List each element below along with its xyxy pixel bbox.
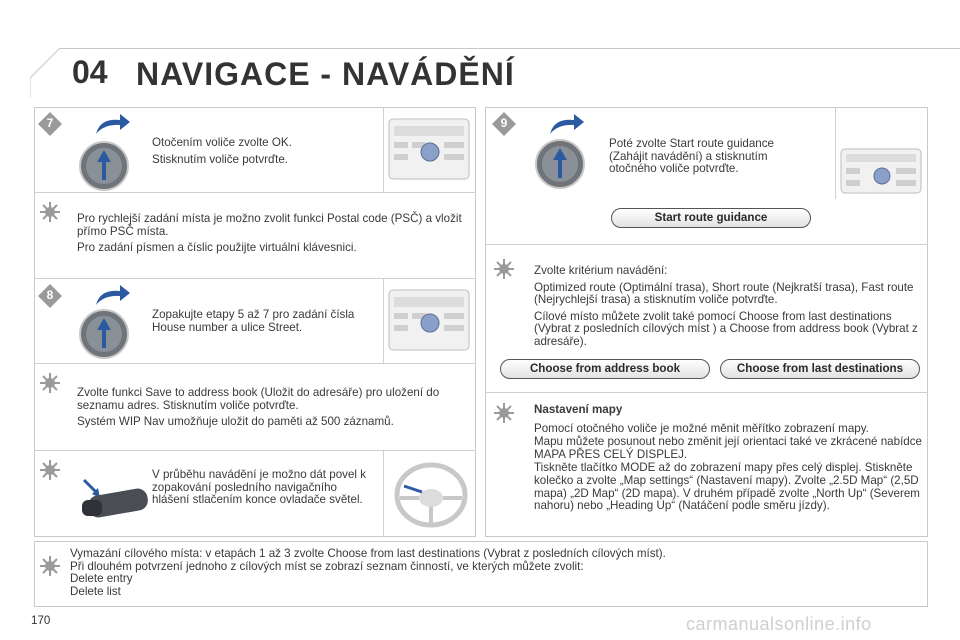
choose-from-last-destinations-button[interactable]: Choose from last destinations xyxy=(720,359,920,379)
step-9-number: 9 xyxy=(500,116,508,130)
step-9-badge xyxy=(491,111,517,137)
lightbulb-icon xyxy=(39,201,61,223)
step-8-text: Zopakujte etapy 5 až 7 pro zadání čísla House number a ulice Street. xyxy=(152,308,355,334)
right-divider-2 xyxy=(485,392,928,393)
radio-unit-icon xyxy=(840,148,922,194)
tip-5-p1: Pomocí otočného voliče je možné měnit měřítko zobrazení mapy. xyxy=(534,421,869,435)
bottom-line-3: Delete entry xyxy=(70,572,133,586)
radio-unit-icon xyxy=(388,289,470,351)
lightbulb-icon xyxy=(39,459,61,481)
rotary-knob-icon xyxy=(78,140,130,192)
left-divider-2 xyxy=(34,278,476,279)
rotary-knob-icon xyxy=(78,308,130,360)
header-rule xyxy=(60,48,960,49)
tip-4-text xyxy=(534,265,919,353)
step-7-line-2: Stisknutím voliče potvrďte. xyxy=(152,152,288,166)
steering-wheel-icon xyxy=(392,460,470,530)
tip-1-text xyxy=(77,213,469,259)
left-vdivider-1 xyxy=(383,107,384,192)
step-7-line-1: Otočením voliče zvolte OK. xyxy=(152,136,292,149)
radio-unit-icon xyxy=(388,118,470,180)
choose-from-address-book-button[interactable]: Choose from address book xyxy=(500,359,710,379)
tip-5-title: Nastavení mapy xyxy=(534,403,623,416)
lightbulb-icon xyxy=(493,258,515,280)
watermark: carmanualsonline.info xyxy=(686,614,872,634)
left-divider-4 xyxy=(34,450,476,451)
right-vdivider-1 xyxy=(835,107,836,199)
right-divider-1 xyxy=(485,244,928,245)
lightbulb-icon xyxy=(493,402,515,424)
left-vdivider-3 xyxy=(383,450,384,537)
tip-4-p1: Zvolte kritérium navádění: xyxy=(534,264,668,277)
left-divider-1 xyxy=(34,192,476,193)
start-route-guidance-button[interactable]: Start route guidance xyxy=(611,208,811,228)
tip-2-text xyxy=(77,387,472,433)
tip-4-p2: Optimized route (Optimální trasa), Short route (Nejkratší trasa), Fast route (Nejrychlejší trasa) a stisknutím voliče potvrďte. xyxy=(534,280,914,307)
bottom-line-2: Při dlouhém potvrzení jednoho z cílových míst se zobrazí seznam činností, ve kterých můžete zvolit: xyxy=(70,559,584,573)
tip-2-p2: Systém WIP Nav umožňuje uložit do paměti až 500 záznamů. xyxy=(77,415,394,429)
bottom-line-4: Delete list xyxy=(70,584,121,598)
chapter-title: NAVIGACE - NAVÁDĚNÍ xyxy=(136,56,515,92)
rotary-knob-icon xyxy=(534,138,586,190)
lightbulb-icon xyxy=(39,372,61,394)
page-number: 170 xyxy=(31,614,51,627)
tip-2-p1: Zvolte funkci Save to address book (Uložit do adresáře) pro uložení do seznamu adres. Stisknutím voliče potvrďte. xyxy=(77,386,440,412)
tip-5-text xyxy=(534,404,922,514)
lightbulb-icon xyxy=(39,555,61,577)
step-7-badge xyxy=(37,111,63,137)
step-8-badge xyxy=(37,283,63,309)
step-7-text xyxy=(152,137,377,170)
left-vdivider-2 xyxy=(383,278,384,363)
step-9-text: Poté zvolte Start route guidance (Zahájit navádění) a stisknutím otočného voliče potvrďte. xyxy=(609,137,774,176)
bottom-text xyxy=(70,548,920,598)
chapter-number: 04 xyxy=(72,54,108,90)
tip-4-p3: Cílové místo můžete zvolit také pomocí Choose from last destinations (Vybrat z posledních cílových míst ) a Choose from address book (Vybrat z adresáře). xyxy=(534,309,918,348)
bottom-line-1: Vymazání cílového místa: v etapách 1 až 3 zvolte Choose from last destinations (Vybrat z posledních cílových míst). xyxy=(70,547,666,560)
step-8-number: 8 xyxy=(46,288,54,302)
turn-arrow-icon xyxy=(92,283,132,307)
tip-1-p1: Pro rychlejší zadání místa je možno zvolit funkci Postal code (PSČ) a vložit přímo PSČ místa. xyxy=(77,212,462,238)
light-stalk-icon xyxy=(74,474,150,522)
step-7-number: 7 xyxy=(46,116,54,130)
turn-arrow-icon xyxy=(546,112,586,136)
turn-arrow-icon xyxy=(92,112,132,136)
tip-1-p2: Pro zadání písmen a číslic použijte virtuální klávesnici. xyxy=(77,241,357,255)
left-divider-3 xyxy=(34,363,476,364)
tip-3-text: V průběhu navádění je možno dát povel k zopakování posledního navigačního hlášení stlačením konce ovladače světel. xyxy=(152,468,366,507)
tip-5-p3: Tiskněte tlačítko MODE až do zobrazení mapy přes celý displej. Stiskněte kolečko a zvolte „Map settings“ (Nastavení mapy). Zvolte „2.5D Map“ (2,5D mapa) „2D Map“ (2D mapa). V druhém případě zvolte „North Up“ (Severem nahoru) nebo „Heading Up“ (Natáčení podle směru jízdy). xyxy=(534,461,920,513)
tip-5-p2: Mapu můžete posunout nebo změnit její orientaci také ve zkrácené nabídce MAPA PŘES CELÝ DISPLEJ. xyxy=(534,435,922,461)
